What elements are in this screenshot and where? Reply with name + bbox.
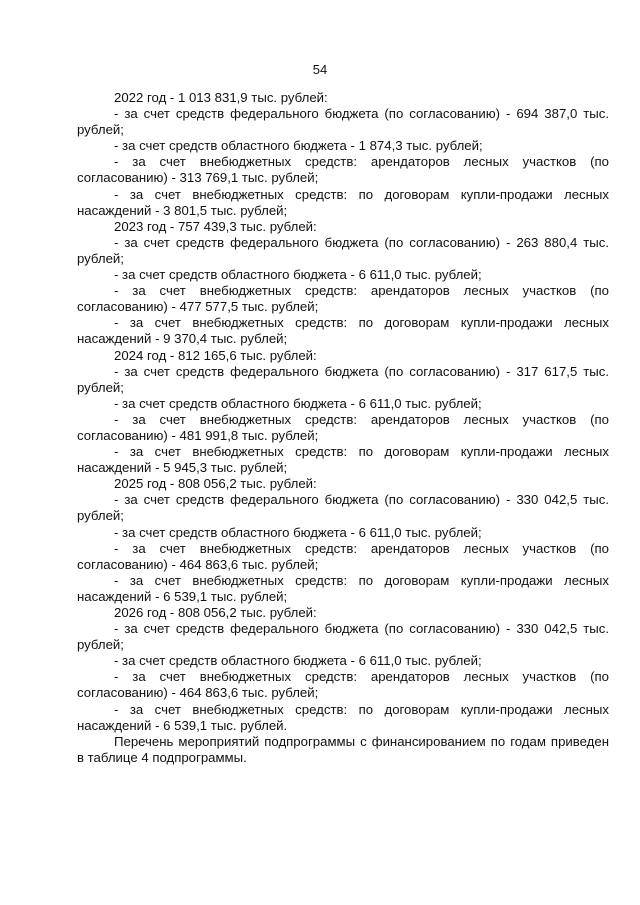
document-body [77, 90, 609, 766]
funding-line-regional-2025: - за счет средств областного бюджета - 6 611,0 тыс. рублей; [114, 524, 482, 540]
funding-line-sales-2022: - за счет внебюджетных средств: по договорам купли-продажи лесных насаждений - 3 801,5 тыс. рублей; [77, 186, 609, 218]
funding-line-regional-2024: - за счет средств областного бюджета - 6 611,0 тыс. рублей; [114, 395, 482, 411]
year-total-2025: 2025 год - 808 056,2 тыс. рублей: [114, 476, 317, 492]
year-total-2022: 2022 год - 1 013 831,9 тыс. рублей: [114, 90, 328, 105]
funding-line-federal-2022: - за счет средств федерального бюджета (по согласованию) - 694 387,0 тыс. рублей; [77, 106, 609, 138]
year-total-2024: 2024 год - 812 165,6 тыс. рублей: [114, 347, 317, 363]
funding-line-federal-2025: - за счет средств федерального бюджета (по согласованию) - 330 042,5 тыс. рублей; [77, 492, 609, 524]
funding-line-tenants-2025: - за счет внебюджетных средств: арендаторов лесных участков (по согласованию) - 464 863,6 тыс. рублей; [77, 540, 609, 572]
funding-line-tenants-2024: - за счет внебюджетных средств: арендаторов лесных участков (по согласованию) - 481 991,8 тыс. рублей; [77, 411, 609, 443]
funding-line-tenants-2022: - за счет внебюджетных средств: арендаторов лесных участков (по согласованию) - 313 769,1 тыс. рублей; [77, 154, 609, 186]
year-total-2023: 2023 год - 757 439,3 тыс. рублей: [114, 218, 317, 234]
funding-line-sales-2025: - за счет внебюджетных средств: по договорам купли-продажи лесных насаждений - 6 539,1 тыс. рублей; [77, 572, 609, 604]
funding-line-sales-2024: - за счет внебюджетных средств: по договорам купли-продажи лесных насаждений - 5 945,3 тыс. рублей; [77, 444, 609, 476]
funding-line-federal-2026: - за счет средств федерального бюджета (по согласованию) - 330 042,5 тыс. рублей; [77, 621, 609, 653]
funding-line-regional-2023: - за счет средств областного бюджета - 6 611,0 тыс. рублей; [114, 267, 482, 283]
page-number: 54 [312, 62, 328, 77]
funding-line-tenants-2026: - за счет внебюджетных средств: арендаторов лесных участков (по согласованию) - 464 863,6 тыс. рублей; [77, 669, 609, 701]
funding-line-regional-2026: - за счет средств областного бюджета - 6 611,0 тыс. рублей; [114, 653, 482, 669]
funding-line-tenants-2023: - за счет внебюджетных средств: арендаторов лесных участков (по согласованию) - 477 577,5 тыс. рублей; [77, 283, 609, 315]
funding-line-regional-2022: - за счет средств областного бюджета - 1 874,3 тыс. рублей; [114, 138, 483, 154]
funding-line-federal-2024: - за счет средств федерального бюджета (по согласованию) - 317 617,5 тыс. рублей; [77, 363, 609, 395]
funding-line-federal-2023: - за счет средств федерального бюджета (по согласованию) - 263 880,4 тыс. рублей; [77, 234, 609, 266]
funding-line-sales-2023: - за счет внебюджетных средств: по договорам купли-продажи лесных насаждений - 9 370,4 тыс. рублей; [77, 315, 609, 347]
funding-line-sales-2026: - за счет внебюджетных средств: по договорам купли-продажи лесных насаждений - 6 539,1 тыс. рублей. [77, 701, 609, 733]
year-total-2026: 2026 год - 808 056,2 тыс. рублей: [114, 605, 317, 620]
closing-paragraph: Перечень мероприятий подпрограммы с финансированием по годам приведен в таблице 4 подпрограммы. [77, 733, 609, 765]
